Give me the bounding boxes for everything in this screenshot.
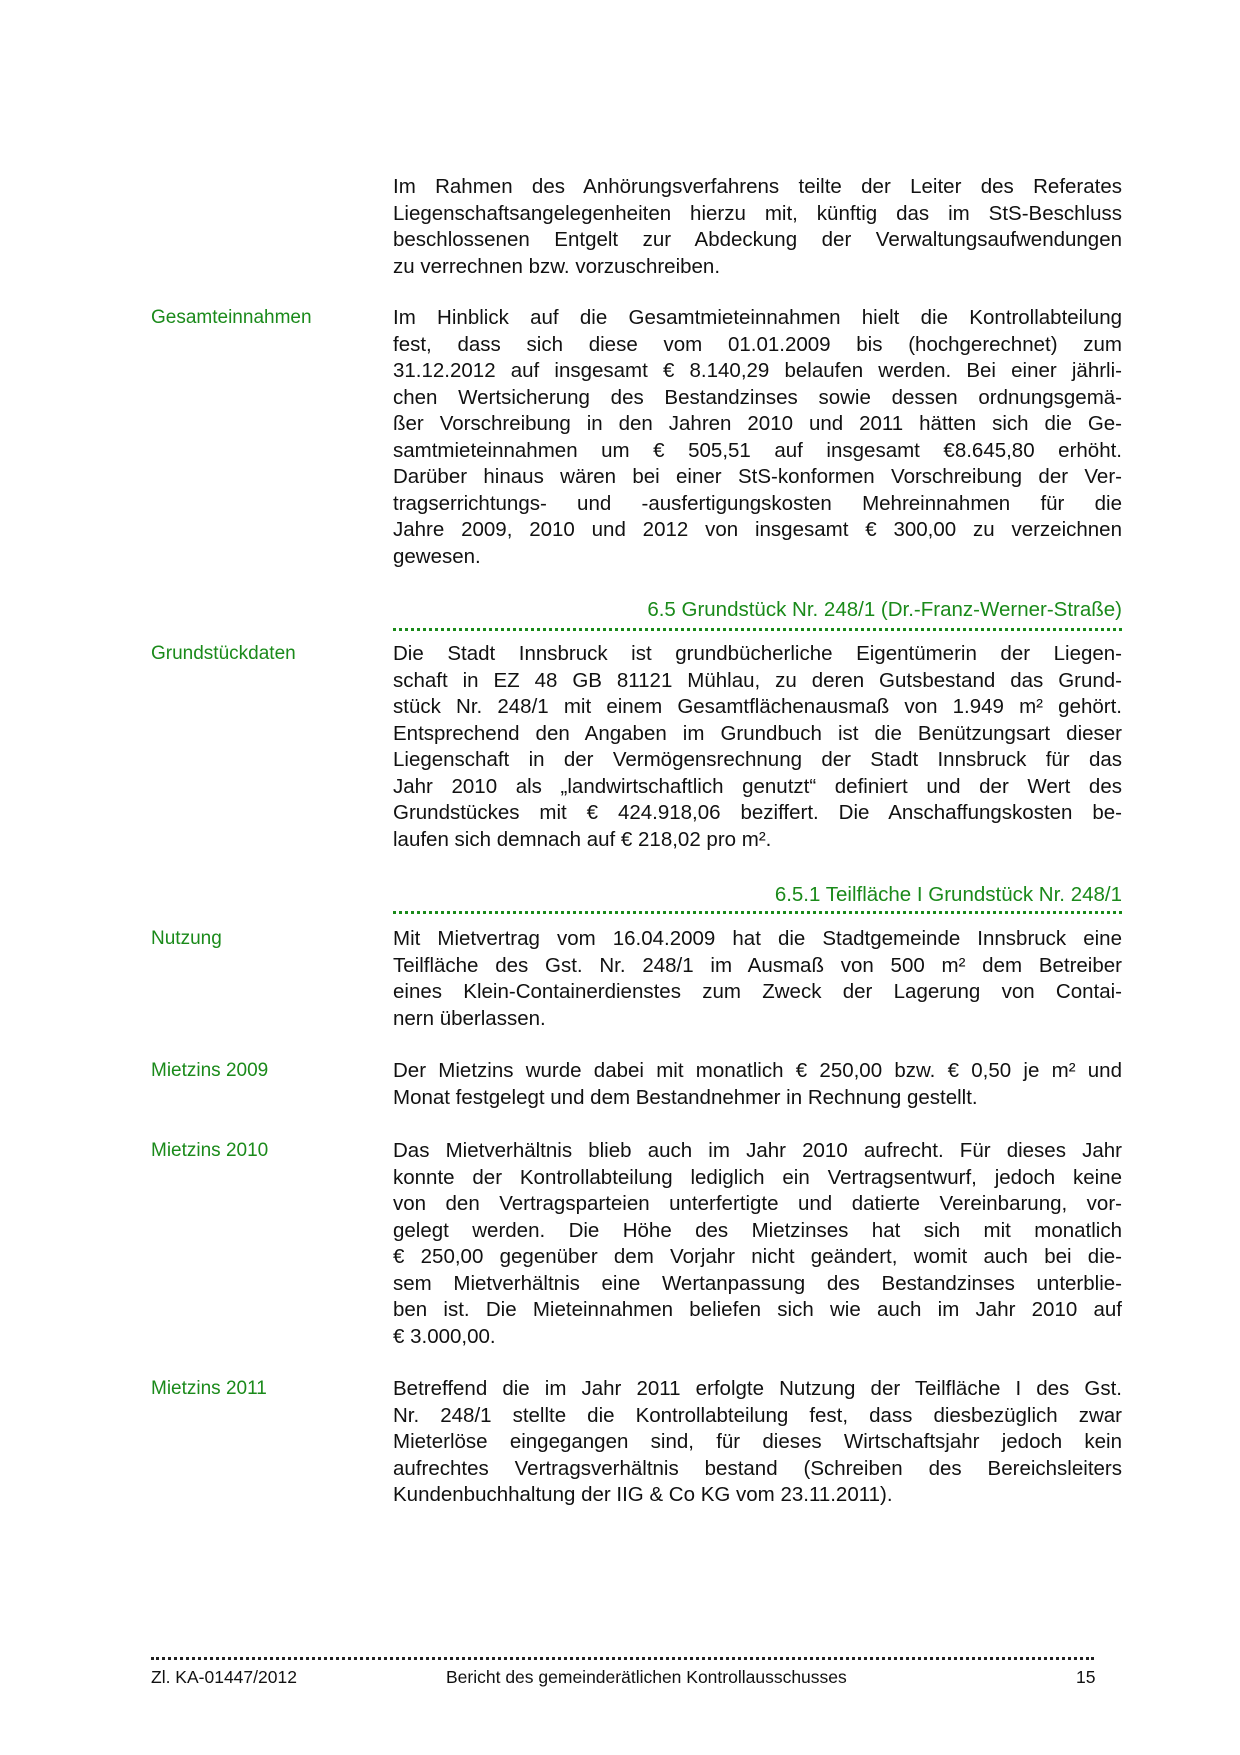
margin-label: Gesamteinnahmen — [151, 307, 312, 328]
paragraph-line: konnte der Kontrollabteilung lediglich ein Vertragsentwurf, jedoch keine — [393, 1165, 1122, 1189]
paragraph-line: von den Vertragsparteien unterfertigte und datierte Vereinbarung, vor- — [393, 1192, 1122, 1215]
margin-label: Mietzins 2010 — [151, 1140, 269, 1161]
paragraph-line: Betreffend die im Jahr 2011 erfolgte Nutzung der Teilfläche I des Gst. — [393, 1377, 1122, 1400]
margin-label: Mietzins 2011 — [151, 1378, 267, 1399]
paragraph — [393, 1058, 1122, 1111]
paragraph — [393, 1376, 1122, 1509]
paragraph-line: Entsprechend den Angaben im Grundbuch ist die Benützungsart dieser — [393, 721, 1122, 745]
paragraph-line: tragserrichtungs- und -ausfertigungskosten Mehreinnahmen für die — [393, 491, 1122, 515]
paragraph-line: gewesen. — [393, 544, 481, 568]
paragraph-line: laufen sich demnach auf € 218,02 pro m². — [393, 827, 772, 851]
heading-divider — [393, 911, 1122, 914]
paragraph-line: Mit Mietvertrag vom 16.04.2009 hat die Stadtgemeinde Innsbruck eine — [393, 927, 1122, 950]
margin-label: Nutzung — [151, 928, 222, 949]
paragraph-line: aufrechtes Vertragsverhältnis bestand (Schreiben des Bereichsleiters — [393, 1456, 1122, 1480]
paragraph-line: samtmieteinnahmen um € 505,51 auf insgesamt €8.645,80 erhöht. — [393, 438, 1122, 462]
paragraph — [393, 926, 1122, 1032]
paragraph-line: Monat festgelegt und dem Bestandnehmer in Rechnung gestellt. — [393, 1085, 978, 1109]
paragraph-line: ben ist. Die Mieteinnahmen beliefen sich wie auch im Jahr 2010 auf — [393, 1298, 1122, 1321]
paragraph-line: Nr. 248/1 stellte die Kontrollabteilung fest, dass diesbezüglich zwar — [393, 1403, 1122, 1427]
paragraph-line: Jahre 2009, 2010 und 2012 von insgesamt € 300,00 zu verzeichnen — [393, 518, 1122, 541]
heading-divider — [393, 628, 1122, 631]
paragraph-line: Jahr 2010 als „landwirtschaftlich genutzt“ definiert und der Wert des — [393, 774, 1122, 798]
paragraph — [393, 174, 1122, 280]
paragraph-line: eines Klein-Containerdienstes zum Zweck der Lagerung von Contai- — [393, 980, 1122, 1003]
paragraph-line: fest, dass sich diese vom 01.01.2009 bis (hochgerechnet) zum — [393, 332, 1122, 356]
margin-label: Grundstückdaten — [151, 643, 296, 664]
paragraph-line: Mieterlöse eingegangen sind, für dieses Wirtschaftsjahr jedoch kein — [393, 1430, 1122, 1453]
footer-reference: Zl. KA-01447/2012 — [151, 1667, 297, 1687]
paragraph-line: sem Mietverhältnis eine Wertanpassung des Bestandzinses unterblie- — [393, 1271, 1122, 1295]
paragraph-line: chen Wertsicherung des Bestandzinses sowie dessen ordnungsgemä- — [393, 385, 1122, 409]
page-number: 15 — [1076, 1667, 1096, 1687]
paragraph-line: Darüber hinaus wären bei einer StS-konformen Vorschreibung der Ver- — [393, 465, 1122, 488]
paragraph-line: beschlossenen Entgelt zur Abdeckung der Verwaltungsaufwendungen — [393, 228, 1122, 251]
paragraph-line: Kundenbuchhaltung der IIG & Co KG vom 23.11.2011). — [393, 1483, 893, 1506]
paragraph-line: Die Stadt Innsbruck ist grundbücherliche Eigentümerin der Liegen- — [393, 642, 1122, 665]
paragraph-line: gelegt werden. Die Höhe des Mietzinses hat sich mit monatlich — [393, 1218, 1122, 1242]
paragraph-line: Liegenschaftsangelegenheiten hierzu mit, künftig das im StS-Beschluss — [393, 201, 1122, 225]
paragraph-line: Liegenschaft in der Vermögensrechnung der Stadt Innsbruck für das — [393, 748, 1122, 771]
paragraph — [393, 1138, 1122, 1350]
footer-title: Bericht des gemeinderätlichen Kontrollausschusses — [446, 1667, 847, 1687]
paragraph-line: stück Nr. 248/1 mit einem Gesamtflächenausmaß von 1.949 m² gehört. — [393, 695, 1122, 718]
footer-divider — [151, 1657, 1094, 1660]
paragraph-line: € 3.000,00. — [393, 1324, 496, 1348]
paragraph-line: 31.12.2012 auf insgesamt € 8.140,29 belaufen werden. Bei einer jährli- — [393, 359, 1122, 382]
section-heading-6-5-1: 6.5.1 Teilfläche I Grundstück Nr. 248/1 — [774, 883, 1122, 906]
paragraph-line: ßer Vorschreibung in den Jahren 2010 und 2011 hätten sich die Ge- — [393, 412, 1122, 435]
paragraph-line: € 250,00 gegenüber dem Vorjahr nicht geändert, womit auch bei die- — [393, 1245, 1122, 1268]
paragraph-line: Der Mietzins wurde dabei mit monatlich € 250,00 bzw. € 0,50 je m² und — [393, 1059, 1122, 1082]
paragraph-line: Grundstückes mit € 424.918,06 beziffert. Die Anschaffungskosten be- — [393, 801, 1122, 824]
paragraph — [393, 641, 1122, 853]
paragraph — [393, 305, 1122, 570]
section-heading-6-5: 6.5 Grundstück Nr. 248/1 (Dr.-Franz-Werner-Straße) — [647, 598, 1122, 621]
paragraph-line: Im Hinblick auf die Gesamtmieteinnahmen hielt die Kontrollabteilung — [393, 306, 1122, 329]
paragraph-line: Teilfläche des Gst. Nr. 248/1 im Ausmaß von 500 m² dem Betreiber — [393, 953, 1122, 977]
paragraph-line: zu verrechnen bzw. vorzuschreiben. — [393, 254, 721, 278]
paragraph-line: nern überlassen. — [393, 1006, 546, 1030]
paragraph-line: Das Mietverhältnis blieb auch im Jahr 2010 aufrecht. Für dieses Jahr — [393, 1139, 1122, 1162]
paragraph-line: Im Rahmen des Anhörungsverfahrens teilte der Leiter des Referates — [393, 175, 1122, 198]
paragraph-line: schaft in EZ 48 GB 81121 Mühlau, zu deren Gutsbestand das Grund- — [393, 668, 1122, 692]
margin-label: Mietzins 2009 — [151, 1060, 269, 1081]
